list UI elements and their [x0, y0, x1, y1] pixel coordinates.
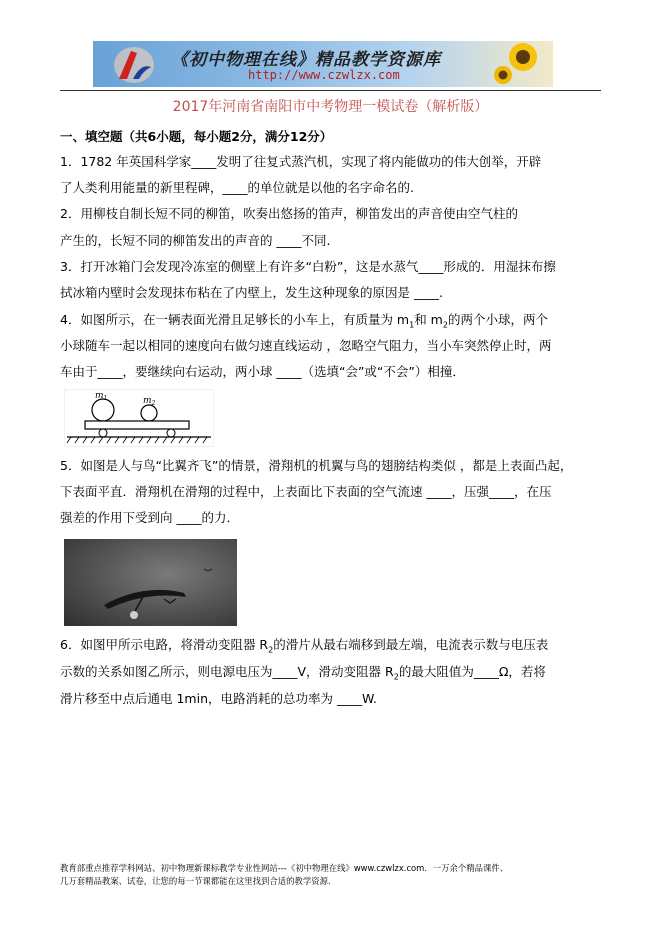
- glider-icon: [64, 539, 237, 626]
- q6-line-3: 滑片移至中点后通电 1min，电路消耗的总功率为 ____W.: [60, 691, 377, 706]
- q4-line-1-b: 和 m: [414, 312, 443, 327]
- ball-m2: [141, 405, 157, 421]
- q3-line-1: 3．打开冰箱门会发现冷冻室的侧壁上有许多“白粉”，这是水蒸气____形成的．用湿抹布擦: [60, 259, 556, 274]
- q6-sub-r2a: 2: [268, 645, 274, 655]
- q1-line-1: 1．1782 年英国科学家____发明了往复式蒸汽机，实现了将内能做功的伟大创举，开辟: [60, 154, 542, 169]
- q4-sub-m1: 1: [409, 320, 415, 330]
- q5-line-1: 5．如图是人与鸟“比翼齐飞”的情景，滑翔机的机翼与鸟的翅膀结构类似 ，都是上表面凸起，: [60, 458, 573, 473]
- footer-line-2: 几万套精品教案、试卷，让您的每一节课都能在这里找到合适的教学资源.: [60, 876, 331, 886]
- q6-line-2-a: 示数的关系如图乙所示，则电源电压为____V，滑动变阻器 R: [60, 664, 394, 679]
- q6-line-1-a: 6．如图甲所示电路，将滑动变阻器 R: [60, 637, 269, 652]
- q6-sub-r2b: 2: [393, 672, 399, 682]
- q6-line-2-b: 的最大阻值为____Ω，若将: [398, 664, 546, 679]
- label-m1: $m_1$: [95, 391, 108, 402]
- q4-line-1-a: 4．如图所示，在一辆表面光滑且足够长的小车上，有质量为 m: [60, 312, 410, 327]
- q4-sub-m2: 2: [442, 320, 448, 330]
- q6-line-1: [60, 637, 548, 659]
- section-heading: 一、填空题（共6小题，每小题2分，满分12分）: [60, 129, 333, 144]
- q1-line-2: 了人类利用能量的新里程碑，____的单位就是以他的名字命名的.: [60, 180, 414, 195]
- page-footer: [60, 862, 605, 888]
- q5-line-3: 强差的作用下受到向 ____的力．: [60, 510, 239, 525]
- cart-wheel-right: [167, 429, 175, 437]
- page-title: 2017年河南省南阳市中考物理一模试卷（解析版）: [172, 99, 489, 115]
- site-logo-icon: [111, 43, 157, 85]
- ball-m1: [92, 399, 114, 421]
- cart-wheel-left: [99, 429, 107, 437]
- header-rule: [60, 90, 601, 91]
- q3-line-2: 拭冰箱内壁时会发现抹布粘在了内壁上，发生这种现象的原因是 ____.: [60, 285, 443, 300]
- glider-photo: [64, 539, 237, 626]
- footer-line-1: 教育部重点推荐学科网站、初中物理新课标教学专业性网站---《初中物理在线》www.czwlzx.com．一万余个精品课件、: [60, 863, 509, 873]
- q6-line-1-b: 的滑片从最右端移到最左端，电流表示数与电压表: [273, 637, 549, 652]
- q2-line-2: 产生的，长短不同的柳笛发出的声音的 ____不同.: [60, 233, 331, 248]
- q4-line-2: 小球随车一起以相同的速度向右做匀速直线运动 ，忽略空气阻力，当小车突然停止时，两: [60, 338, 552, 353]
- q5-line-2: 下表面平直．滑翔机在滑翔的过程中，上表面比下表面的空气流速 ____，压强____，在压: [60, 484, 552, 499]
- label-m2: $m_2$: [143, 396, 156, 407]
- ground-hatching: [67, 437, 207, 443]
- cart-diagram: [65, 390, 213, 446]
- banner-url[interactable]: http://www.czwlzx.com: [248, 68, 400, 82]
- q2-line-1: 2．用柳枝自制长短不同的柳笛，吹奏出悠扬的笛声，柳笛发出的声音使由空气柱的: [60, 206, 518, 221]
- q4-line-3: 车由于____，要继续向右运动，两小球 ____（选填“会”或“不会”）相撞．: [60, 364, 465, 379]
- cart-figure: [64, 389, 214, 447]
- q4-line-1: [60, 312, 548, 334]
- banner-title: 《初中物理在线》精品教学资源库: [171, 50, 441, 70]
- q6-line-2: [60, 664, 546, 686]
- header-banner: [93, 41, 553, 87]
- sunflower-icon: [489, 41, 549, 87]
- cart-body: [85, 421, 189, 429]
- q4-line-1-c: 的两个小球，两个: [447, 312, 548, 327]
